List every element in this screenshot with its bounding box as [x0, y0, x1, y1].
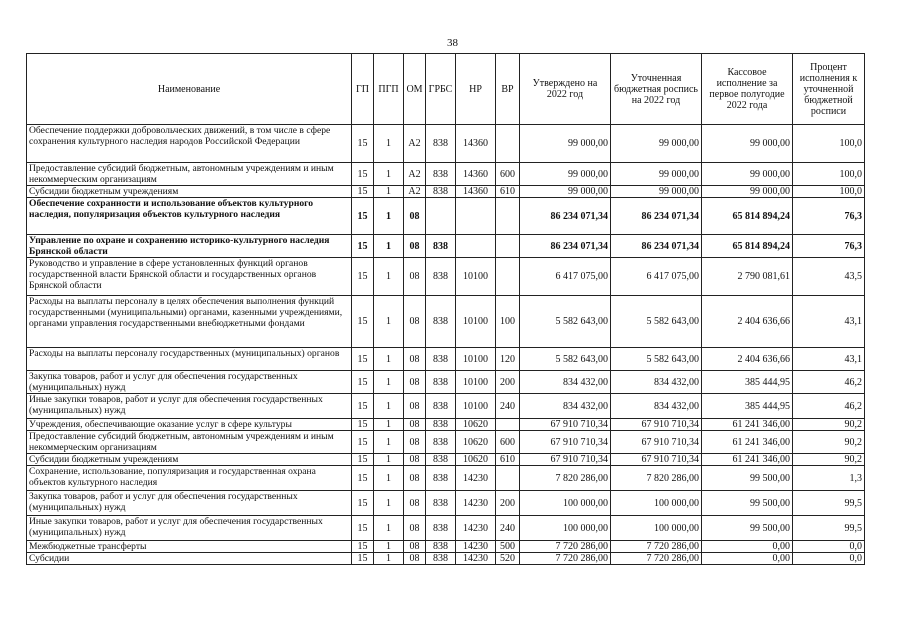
cell-percent: 43,5 — [793, 258, 865, 296]
cell-approved: 7 720 286,00 — [520, 541, 611, 553]
cell-om: 08 — [404, 553, 426, 565]
cell-gp: 15 — [352, 258, 374, 296]
cell-cash: 99 000,00 — [702, 125, 793, 163]
cell-om: 08 — [404, 348, 426, 371]
cell-approved: 86 234 071,34 — [520, 198, 611, 235]
cell-refined: 99 000,00 — [611, 163, 702, 186]
header-percent: Процент исполнения к уточненной бюджетной росписи — [793, 54, 865, 125]
cell-approved: 67 910 710,34 — [520, 419, 611, 431]
cell-np: 14360 — [456, 125, 496, 163]
cell-vr — [496, 125, 520, 163]
cell-name: Обеспечение сохранности и использование объектов культурного наследия, популяризация объектов культурного наследия — [27, 198, 352, 235]
cell-vr — [496, 258, 520, 296]
cell-approved: 7 720 286,00 — [520, 553, 611, 565]
cell-name: Закупка товаров, работ и услуг для обеспечения государственных (муниципальных) нужд — [27, 491, 352, 516]
cell-vr — [496, 198, 520, 235]
cell-grbs: 838 — [426, 163, 456, 186]
cell-refined: 6 417 075,00 — [611, 258, 702, 296]
cell-grbs: 838 — [426, 186, 456, 198]
cell-percent: 90,2 — [793, 431, 865, 454]
table-row — [27, 541, 865, 553]
cell-gp: 15 — [352, 394, 374, 419]
cell-name: Закупка товаров, работ и услуг для обеспечения государственных (муниципальных) нужд — [27, 371, 352, 394]
cell-name: Субсидии бюджетным учреждениям — [27, 454, 352, 466]
cell-cash: 2 404 636,66 — [702, 296, 793, 348]
cell-vr: 600 — [496, 431, 520, 454]
cell-pgp: 1 — [374, 371, 404, 394]
cell-gp: 15 — [352, 553, 374, 565]
cell-gp: 15 — [352, 235, 374, 258]
cell-cash: 61 241 346,00 — [702, 419, 793, 431]
cell-cash: 385 444,95 — [702, 394, 793, 419]
page-number: 38 — [447, 37, 458, 49]
cell-name: Руководство и управление в сфере установленных функций органов государственной власти Брянской области и государственных органов Брянской области — [27, 258, 352, 296]
cell-np: 14230 — [456, 491, 496, 516]
cell-cash: 65 814 894,24 — [702, 198, 793, 235]
cell-vr: 520 — [496, 553, 520, 565]
table-row — [27, 466, 865, 491]
cell-pgp: 1 — [374, 516, 404, 541]
cell-pgp: 1 — [374, 394, 404, 419]
header-np: НР — [456, 54, 496, 125]
cell-name: Предоставление субсидий бюджетным, автономным учреждениям и иным некоммерческим организациям — [27, 431, 352, 454]
cell-name: Иные закупки товаров, работ и услуг для обеспечения государственных (муниципальных) нужд — [27, 516, 352, 541]
cell-grbs: 838 — [426, 296, 456, 348]
cell-om: 08 — [404, 235, 426, 258]
cell-cash: 61 241 346,00 — [702, 454, 793, 466]
cell-gp: 15 — [352, 296, 374, 348]
cell-gp: 15 — [352, 516, 374, 541]
header-cash: Кассовое исполнение за первое полугодие 2022 года — [702, 54, 793, 125]
cell-pgp: 1 — [374, 235, 404, 258]
cell-pgp: 1 — [374, 491, 404, 516]
cell-grbs: 838 — [426, 371, 456, 394]
cell-vr: 610 — [496, 454, 520, 466]
cell-percent: 100,0 — [793, 125, 865, 163]
cell-gp: 15 — [352, 371, 374, 394]
cell-grbs: 838 — [426, 419, 456, 431]
cell-om: 08 — [404, 296, 426, 348]
header-gp: ГП — [352, 54, 374, 125]
cell-grbs: 838 — [426, 466, 456, 491]
table-row — [27, 516, 865, 541]
table-row — [27, 186, 865, 198]
cell-percent: 76,3 — [793, 235, 865, 258]
cell-om: 08 — [404, 431, 426, 454]
cell-pgp: 1 — [374, 419, 404, 431]
cell-vr: 100 — [496, 296, 520, 348]
cell-refined: 67 910 710,34 — [611, 454, 702, 466]
cell-gp: 15 — [352, 466, 374, 491]
cell-gp: 15 — [352, 419, 374, 431]
cell-refined: 86 234 071,34 — [611, 198, 702, 235]
cell-approved: 834 432,00 — [520, 371, 611, 394]
cell-percent: 46,2 — [793, 371, 865, 394]
cell-refined: 67 910 710,34 — [611, 419, 702, 431]
cell-refined: 5 582 643,00 — [611, 296, 702, 348]
cell-cash: 99 000,00 — [702, 186, 793, 198]
cell-np: 14360 — [456, 163, 496, 186]
cell-percent: 0,0 — [793, 553, 865, 565]
cell-pgp: 1 — [374, 431, 404, 454]
cell-approved: 67 910 710,34 — [520, 454, 611, 466]
cell-pgp: 1 — [374, 454, 404, 466]
cell-name: Расходы на выплаты персоналу государственных (муниципальных) органов — [27, 348, 352, 371]
table-row — [27, 491, 865, 516]
cell-cash: 99 500,00 — [702, 491, 793, 516]
table-row — [27, 371, 865, 394]
header-refined: Уточненная бюджетная роспись на 2022 год — [611, 54, 702, 125]
cell-pgp: 1 — [374, 296, 404, 348]
table-row — [27, 296, 865, 348]
cell-refined: 99 000,00 — [611, 186, 702, 198]
cell-om: A2 — [404, 163, 426, 186]
table-row — [27, 419, 865, 431]
cell-pgp: 1 — [374, 163, 404, 186]
cell-cash: 65 814 894,24 — [702, 235, 793, 258]
cell-pgp: 1 — [374, 258, 404, 296]
cell-approved: 67 910 710,34 — [520, 431, 611, 454]
header-name: Наименование — [27, 54, 352, 125]
cell-percent: 1,3 — [793, 466, 865, 491]
cell-np: 10620 — [456, 419, 496, 431]
cell-om: A2 — [404, 186, 426, 198]
cell-vr: 120 — [496, 348, 520, 371]
cell-gp: 15 — [352, 454, 374, 466]
cell-pgp: 1 — [374, 348, 404, 371]
cell-percent: 0,0 — [793, 541, 865, 553]
cell-percent: 100,0 — [793, 186, 865, 198]
cell-grbs: 838 — [426, 431, 456, 454]
cell-cash: 2 404 636,66 — [702, 348, 793, 371]
cell-cash: 99 500,00 — [702, 516, 793, 541]
cell-np: 10100 — [456, 371, 496, 394]
cell-cash: 99 500,00 — [702, 466, 793, 491]
table-row — [27, 258, 865, 296]
cell-approved: 5 582 643,00 — [520, 296, 611, 348]
cell-refined: 86 234 071,34 — [611, 235, 702, 258]
cell-grbs: 838 — [426, 348, 456, 371]
table-row — [27, 198, 865, 235]
cell-gp: 15 — [352, 491, 374, 516]
table-row — [27, 348, 865, 371]
cell-om: 08 — [404, 454, 426, 466]
cell-np — [456, 198, 496, 235]
cell-approved: 100 000,00 — [520, 516, 611, 541]
cell-cash: 0,00 — [702, 553, 793, 565]
cell-percent: 90,2 — [793, 454, 865, 466]
cell-name: Сохранение, использование, популяризация и государственная охрана объектов культурного наследия — [27, 466, 352, 491]
cell-percent: 99,5 — [793, 516, 865, 541]
cell-np: 14360 — [456, 186, 496, 198]
cell-cash: 0,00 — [702, 541, 793, 553]
cell-refined: 7 720 286,00 — [611, 553, 702, 565]
cell-cash: 61 241 346,00 — [702, 431, 793, 454]
cell-np: 10100 — [456, 348, 496, 371]
cell-pgp: 1 — [374, 186, 404, 198]
cell-refined: 5 582 643,00 — [611, 348, 702, 371]
cell-vr — [496, 419, 520, 431]
cell-pgp: 1 — [374, 541, 404, 553]
cell-name: Управление по охране и сохранению историко-культурного наследия Брянской области — [27, 235, 352, 258]
cell-name: Предоставление субсидий бюджетным, автономным учреждениям и иным некоммерческим организациям — [27, 163, 352, 186]
cell-refined: 99 000,00 — [611, 125, 702, 163]
cell-refined: 67 910 710,34 — [611, 431, 702, 454]
cell-refined: 100 000,00 — [611, 491, 702, 516]
cell-cash: 99 000,00 — [702, 163, 793, 186]
cell-np: 10620 — [456, 431, 496, 454]
cell-pgp: 1 — [374, 198, 404, 235]
cell-np — [456, 235, 496, 258]
header-row — [27, 54, 865, 125]
cell-pgp: 1 — [374, 553, 404, 565]
cell-vr: 240 — [496, 394, 520, 419]
header-vr: ВР — [496, 54, 520, 125]
cell-grbs: 838 — [426, 541, 456, 553]
cell-gp: 15 — [352, 348, 374, 371]
cell-name: Субсидии — [27, 553, 352, 565]
cell-vr: 500 — [496, 541, 520, 553]
cell-grbs — [426, 198, 456, 235]
cell-gp: 15 — [352, 431, 374, 454]
cell-om: 08 — [404, 516, 426, 541]
table-row — [27, 431, 865, 454]
cell-name: Иные закупки товаров, работ и услуг для обеспечения государственных (муниципальных) нужд — [27, 394, 352, 419]
cell-np: 10100 — [456, 258, 496, 296]
cell-percent: 43,1 — [793, 296, 865, 348]
cell-gp: 15 — [352, 163, 374, 186]
cell-np: 14230 — [456, 466, 496, 491]
cell-percent: 46,2 — [793, 394, 865, 419]
cell-approved: 5 582 643,00 — [520, 348, 611, 371]
cell-vr — [496, 466, 520, 491]
cell-np: 14230 — [456, 541, 496, 553]
cell-vr: 610 — [496, 186, 520, 198]
cell-cash: 2 790 081,61 — [702, 258, 793, 296]
cell-approved: 86 234 071,34 — [520, 235, 611, 258]
cell-vr — [496, 235, 520, 258]
cell-np: 14230 — [456, 553, 496, 565]
cell-gp: 15 — [352, 198, 374, 235]
cell-approved: 99 000,00 — [520, 186, 611, 198]
header-pgp: ПГП — [374, 54, 404, 125]
cell-approved: 7 820 286,00 — [520, 466, 611, 491]
cell-name: Субсидии бюджетным учреждениям — [27, 186, 352, 198]
cell-grbs: 838 — [426, 491, 456, 516]
cell-gp: 15 — [352, 125, 374, 163]
cell-grbs: 838 — [426, 394, 456, 419]
cell-refined: 834 432,00 — [611, 394, 702, 419]
cell-vr: 200 — [496, 491, 520, 516]
cell-name: Межбюджетные трансферты — [27, 541, 352, 553]
cell-name: Расходы на выплаты персоналу в целях обеспечения выполнения функций государственными (муниципальными) органами, казенными учреждениями, органами управления государственными внебюджетными фондами — [27, 296, 352, 348]
cell-approved: 100 000,00 — [520, 491, 611, 516]
cell-grbs: 838 — [426, 454, 456, 466]
cell-om: 08 — [404, 541, 426, 553]
table-row — [27, 125, 865, 163]
cell-om: 08 — [404, 419, 426, 431]
cell-refined: 834 432,00 — [611, 371, 702, 394]
cell-om: 08 — [404, 371, 426, 394]
cell-grbs: 838 — [426, 125, 456, 163]
table-row — [27, 235, 865, 258]
header-grbs: ГРБС — [426, 54, 456, 125]
cell-grbs: 838 — [426, 516, 456, 541]
cell-pgp: 1 — [374, 466, 404, 491]
cell-np: 10620 — [456, 454, 496, 466]
cell-vr: 200 — [496, 371, 520, 394]
cell-np: 10100 — [456, 296, 496, 348]
header-approved: Утверждено на 2022 год — [520, 54, 611, 125]
cell-percent: 43,1 — [793, 348, 865, 371]
cell-vr: 240 — [496, 516, 520, 541]
cell-om: 08 — [404, 258, 426, 296]
cell-percent: 90,2 — [793, 419, 865, 431]
cell-grbs: 838 — [426, 235, 456, 258]
cell-percent: 100,0 — [793, 163, 865, 186]
cell-om: 08 — [404, 491, 426, 516]
cell-vr: 600 — [496, 163, 520, 186]
cell-name: Учреждения, обеспечивающие оказание услуг в сфере культуры — [27, 419, 352, 431]
table-body — [27, 125, 865, 565]
cell-np: 10100 — [456, 394, 496, 419]
cell-om: 08 — [404, 394, 426, 419]
cell-approved: 99 000,00 — [520, 125, 611, 163]
cell-gp: 15 — [352, 186, 374, 198]
table-row — [27, 163, 865, 186]
cell-refined: 7 820 286,00 — [611, 466, 702, 491]
cell-pgp: 1 — [374, 125, 404, 163]
cell-percent: 76,3 — [793, 198, 865, 235]
table-row — [27, 553, 865, 565]
cell-name: Обеспечение поддержки добровольческих движений, в том числе в сфере сохранения культурного наследия народов Российской Федерации — [27, 125, 352, 163]
cell-percent: 99,5 — [793, 491, 865, 516]
table-row — [27, 394, 865, 419]
cell-refined: 100 000,00 — [611, 516, 702, 541]
cell-np: 14230 — [456, 516, 496, 541]
table-row — [27, 454, 865, 466]
cell-approved: 6 417 075,00 — [520, 258, 611, 296]
cell-om: 08 — [404, 198, 426, 235]
budget-table — [26, 53, 865, 565]
cell-refined: 7 720 286,00 — [611, 541, 702, 553]
cell-om: 08 — [404, 466, 426, 491]
cell-grbs: 838 — [426, 553, 456, 565]
cell-om: A2 — [404, 125, 426, 163]
cell-gp: 15 — [352, 541, 374, 553]
cell-cash: 385 444,95 — [702, 371, 793, 394]
cell-approved: 99 000,00 — [520, 163, 611, 186]
cell-grbs: 838 — [426, 258, 456, 296]
header-om: ОМ — [404, 54, 426, 125]
cell-approved: 834 432,00 — [520, 394, 611, 419]
